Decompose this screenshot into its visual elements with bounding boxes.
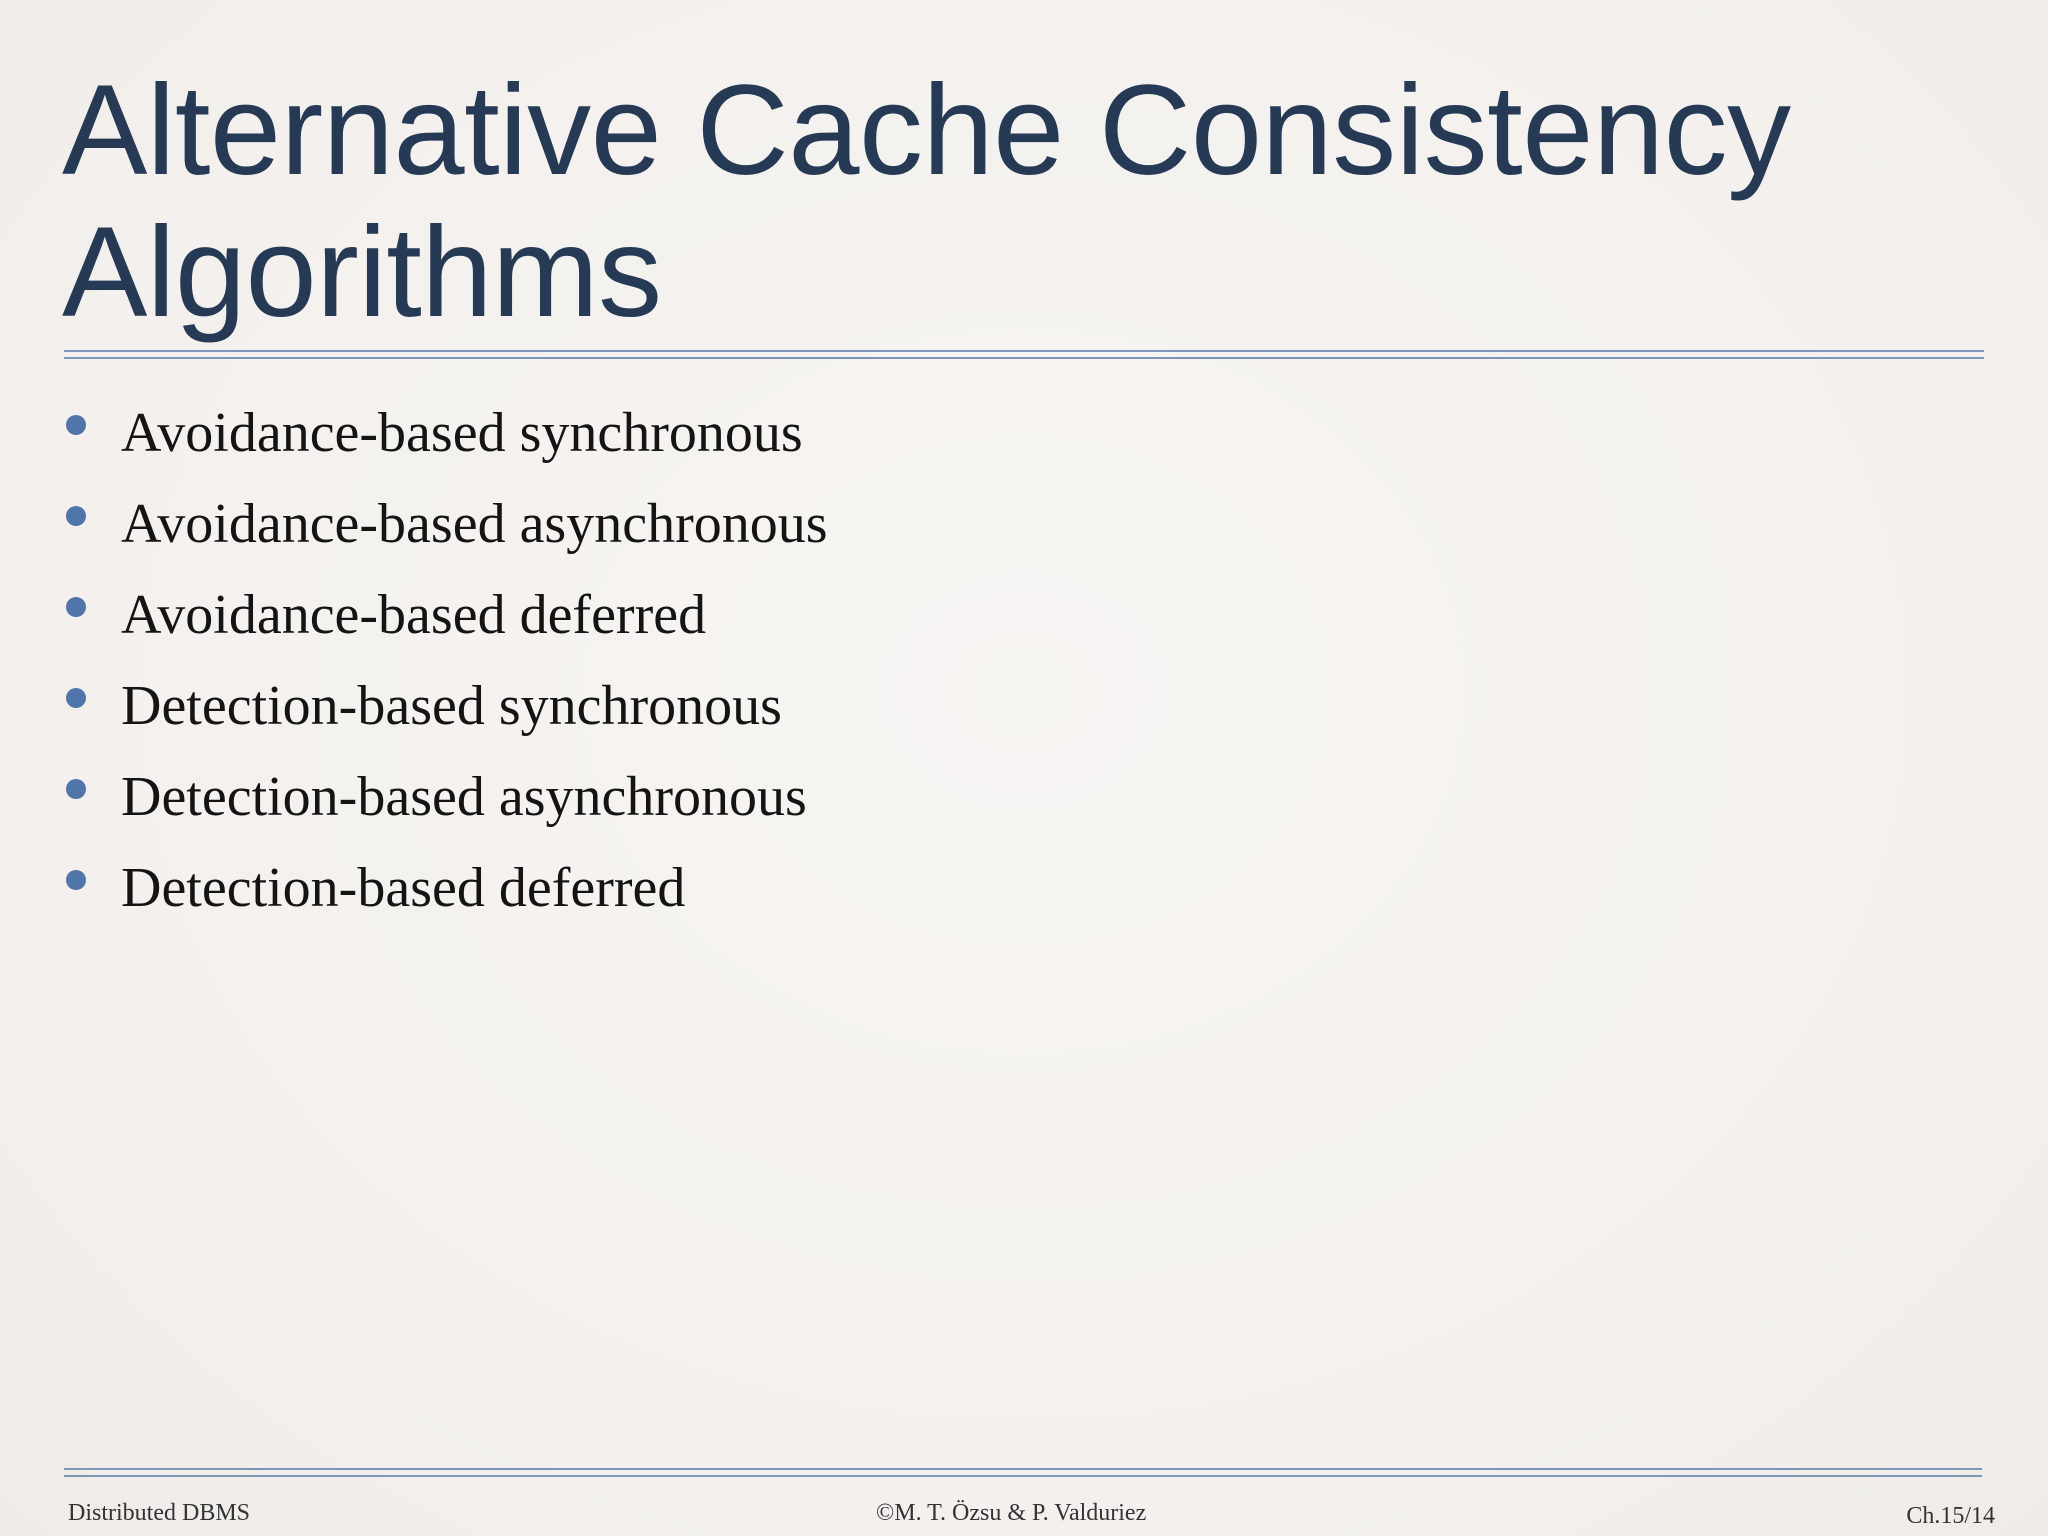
bullet-dot-icon — [66, 779, 86, 799]
bullet-dot-icon — [66, 688, 86, 708]
bullet-list — [62, 396, 828, 942]
bullet-text: Avoidance-based synchronous — [121, 402, 803, 464]
footer-divider-lower — [64, 1475, 1982, 1477]
list-item — [62, 851, 828, 942]
bullet-dot-icon — [66, 506, 86, 526]
bullet-text: Detection-based synchronous — [121, 675, 782, 737]
list-item — [62, 760, 828, 851]
list-item — [62, 396, 828, 487]
bullet-dot-icon — [66, 870, 86, 890]
title-line-2: Algorithms — [62, 201, 662, 344]
bullet-text: Avoidance-based deferred — [121, 584, 707, 646]
bullet-dot-icon — [66, 597, 86, 617]
footer-divider-upper — [64, 1468, 1982, 1470]
list-item — [62, 487, 828, 578]
bullet-dot-icon — [66, 415, 86, 435]
bullet-text: Detection-based deferred — [121, 857, 686, 919]
title-divider-upper — [64, 350, 1984, 352]
list-item — [62, 578, 828, 669]
bullet-text: Detection-based asynchronous — [121, 766, 807, 828]
list-item — [62, 669, 828, 760]
slide-title — [62, 60, 1962, 344]
footer-course-name: Distributed DBMS — [68, 1500, 251, 1526]
title-line-1: Alternative Cache Consistency — [62, 59, 1791, 202]
footer-copyright: ©M. T. Özsu & P. Valduriez — [876, 1500, 1147, 1526]
title-divider-lower — [64, 357, 1984, 359]
footer-page-number: Ch.15/14 — [1906, 1503, 1995, 1529]
bullet-text: Avoidance-based asynchronous — [121, 493, 828, 555]
